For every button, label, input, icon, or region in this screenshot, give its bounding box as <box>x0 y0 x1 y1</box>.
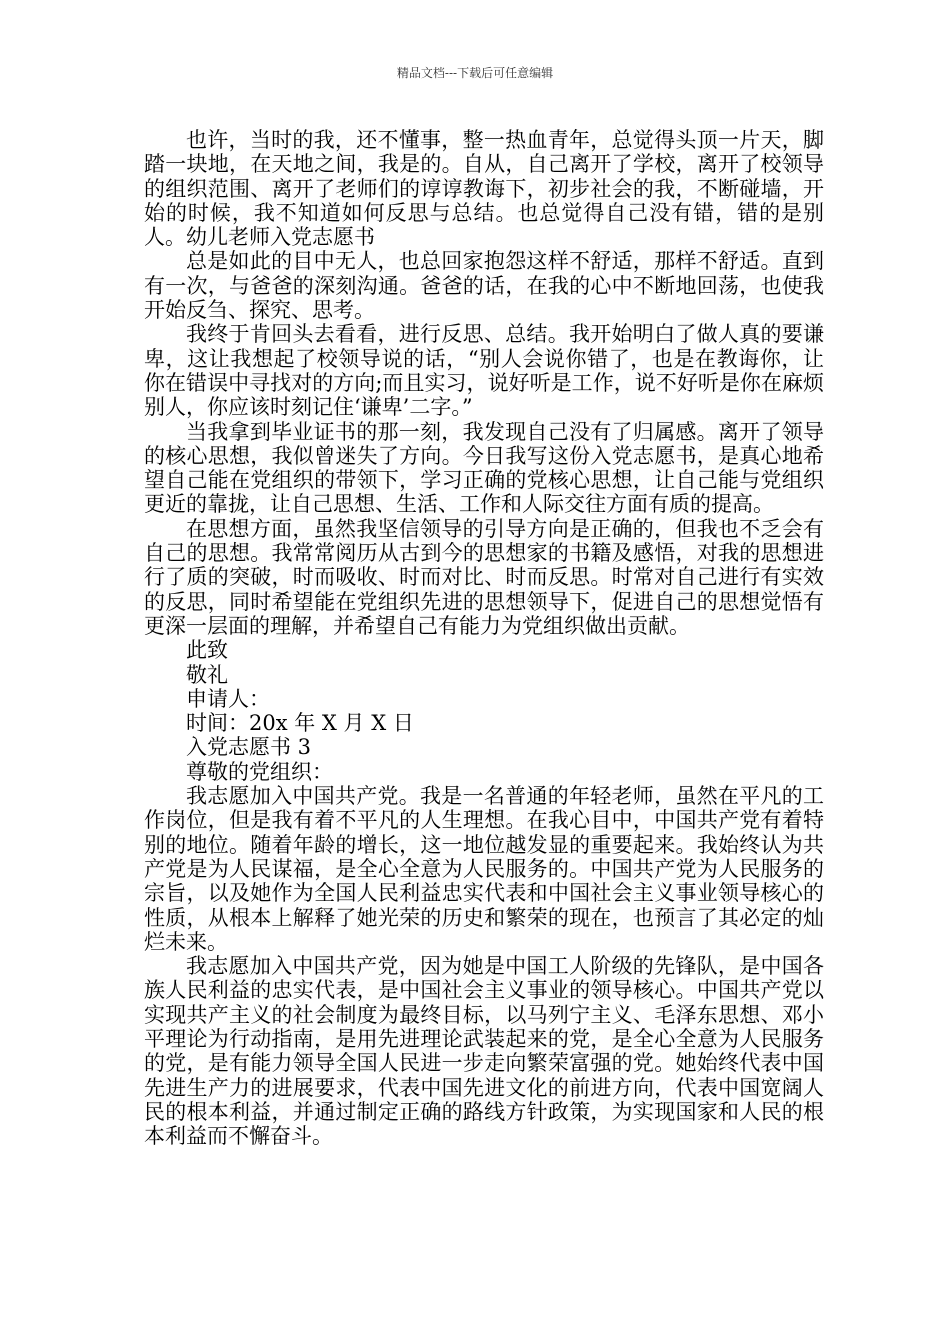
body-paragraph: 我志愿加入中国共产党。我是一名普通的年轻老师，虽然在平凡的工作岗位，但是我有着不平凡的人生理想。在我心目中，中国共产党有着特别的地位。随着年龄的增长，这一地位越发显的重要起来。我始终认为共产党是为人民谋福，是全心全意为人民服务的。中国共产党为人民服务的宗旨，以及她作为全国人民利益忠实代表和中国社会主义事业领导核心的性质，从根本上解释了她光荣的历史和繁荣的现在，也预言了其必定的灿烂未来。 <box>144 784 824 954</box>
document-body <box>144 128 824 1148</box>
body-paragraph: 我终于肯回头去看看，进行反思、总结。我开始明白了做人真的要谦卑，这让我想起了校领导说的话，“别人会说你错了，也是在教诲你，让你在错误中寻找对的方向;而且实习，说好听是工作，说不好听是你在麻烦别人，你应该时刻记住‘谦卑’二字。” <box>144 322 824 420</box>
salutation: 尊敬的党组织： <box>186 759 333 784</box>
body-paragraph: 我志愿加入中国共产党，因为她是中国工人阶级的先锋队，是中国各族人民利益的忠实代表，是中国社会主义事业的领导核心。中国共产党以实现共产主义的社会制度为最终目标，以马列宁主义、毛泽东思想、邓小平理论为行动指南，是用先进理论武装起来的党，是全心全意为人民服务的党，是有能力领导全国人民进一步走向繁荣富强的党。她始终代表中国先进生产力的进展要求，代表中国先进文化的前进方向，代表中国宽阔人民的根本利益，并通过制定正确的路线方针政策，为实现国家和人民的根本利益而不懈奋斗。 <box>144 954 824 1149</box>
section-title: 入党志愿书 3 <box>186 735 312 760</box>
body-paragraph: 当我拿到毕业证书的那一刻，我发现自己没有了归属感。离开了领导的核心思想，我似曾迷失了方向。今日我写这份入党志愿书，是真心地希望自己能在党组织的带领下，学习正确的党核心思想，让自己能与党组织更近的靠拢，让自己思想、生活、工作和人际交往方面有质的提高。 <box>144 419 824 517</box>
applicant-line: 申请人： <box>186 686 270 711</box>
body-paragraph: 也许，当时的我，还不懂事，整一热血青年，总觉得头顶一片天，脚踏一块地，在天地之间，我是的。自从，自己离开了学校，离开了校领导的组织范围、离开了老师们的谆谆教诲下，初步社会的我，不断碰墙，开始的时候，我不知道如何反思与总结。也总觉得自己没有错，错的是别人。幼儿老师入党志愿书 <box>144 128 824 250</box>
page-header: 精品文档---下载后可任意编辑 <box>396 66 554 80</box>
body-paragraph: 在思想方面，虽然我坚信领导的引导方向是正确的，但我也不乏会有自己的思想。我常常阅历从古到今的思想家的书籍及感悟，对我的思想进行了质的突破，时而吸收、时而对比、时而反思。时常对自己进行有实效的反思，同时希望能在党组织先进的思想领导下，促进自己的思想觉悟有更深一层面的理解，并希望自己有能力为党组织做出贡献。 <box>144 516 824 638</box>
closing-regards: 敬礼 <box>186 662 228 687</box>
date-line: 时间：20x 年 X 月 X 日 <box>186 711 414 736</box>
closing-line: 此致 <box>186 638 228 663</box>
body-paragraph: 总是如此的目中无人，也总回家抱怨这样不舒适，那样不舒适。直到有一次，与爸爸的深刻沟通。爸爸的话，在我的心中不断地回荡，也使我开始反刍、探究、思考。 <box>144 249 824 323</box>
